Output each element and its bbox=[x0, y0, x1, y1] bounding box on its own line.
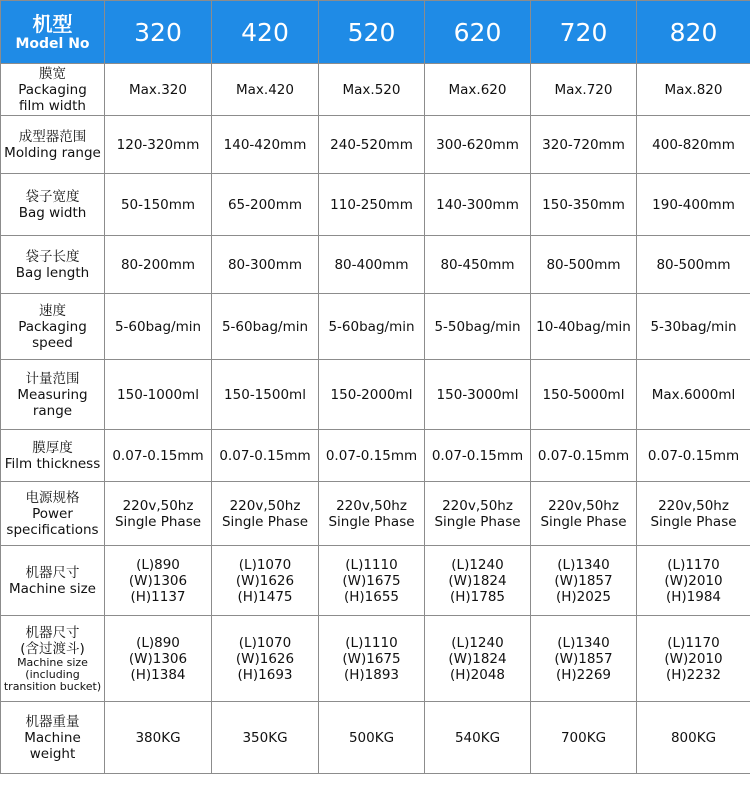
cell-value: Single Phase bbox=[434, 513, 521, 530]
table-cell bbox=[319, 236, 425, 294]
cell-value: 0.07-0.15mm bbox=[325, 447, 418, 464]
table-cell bbox=[212, 116, 319, 174]
table-cell bbox=[531, 236, 637, 294]
row-label bbox=[1, 360, 105, 430]
table-cell bbox=[212, 702, 319, 774]
row-label-line: Packaging bbox=[18, 318, 87, 335]
speed-row bbox=[1, 294, 750, 360]
cell-value: Single Phase bbox=[650, 513, 737, 530]
machine-weight-row bbox=[1, 702, 750, 774]
cell-value: (H)2048 bbox=[449, 666, 506, 683]
cell-value: 220v,50hz bbox=[122, 497, 194, 514]
cell-value: Single Phase bbox=[114, 513, 202, 530]
cell-value: (W)1626 bbox=[235, 650, 295, 667]
cell-value: 80-300mm bbox=[227, 256, 303, 273]
cell-value: Max.520 bbox=[342, 81, 401, 98]
row-label-line: range bbox=[32, 402, 73, 419]
table-cell bbox=[637, 174, 750, 236]
cell-value: (L)1340 bbox=[557, 556, 610, 573]
row-label bbox=[1, 116, 105, 174]
cell-value: 220v,50hz bbox=[336, 497, 407, 514]
row-label-line: 机器尺寸 bbox=[25, 564, 80, 581]
table-cell bbox=[637, 64, 750, 116]
cell-value: (H)1655 bbox=[343, 588, 400, 605]
row-label bbox=[1, 294, 105, 360]
model-no-header bbox=[1, 1, 105, 64]
cell-value: (L)1110 bbox=[345, 634, 398, 651]
cell-value: 220v,50hz bbox=[229, 497, 301, 514]
table-cell bbox=[531, 546, 637, 616]
row-label-line: 成型器范围 bbox=[18, 128, 87, 145]
cell-value: 150-5000ml bbox=[542, 386, 625, 403]
cell-value: 350KG bbox=[242, 729, 288, 746]
row-label-line: 机器尺寸 bbox=[25, 624, 80, 641]
measuring-range-row bbox=[1, 360, 750, 430]
model-820-header: 820 bbox=[637, 1, 750, 64]
model-420-header: 420 bbox=[212, 1, 319, 64]
table-cell bbox=[531, 64, 637, 116]
row-label-line: Power bbox=[32, 505, 73, 522]
table-cell bbox=[531, 430, 637, 482]
film-width-row bbox=[1, 64, 750, 116]
cell-value: (H)1384 bbox=[130, 666, 186, 683]
cell-value: 150-350mm bbox=[542, 196, 625, 213]
table-cell bbox=[105, 616, 212, 702]
row-label bbox=[1, 430, 105, 482]
table-cell bbox=[319, 616, 425, 702]
cell-value: (W)2010 bbox=[664, 650, 723, 667]
row-label-line: 膜宽 bbox=[39, 65, 66, 82]
cell-value: 80-400mm bbox=[334, 256, 409, 273]
cell-value: (W)1306 bbox=[128, 572, 188, 589]
table-cell bbox=[637, 294, 750, 360]
table-cell bbox=[105, 236, 212, 294]
row-label bbox=[1, 236, 105, 294]
cell-value: 150-1500ml bbox=[224, 386, 306, 403]
cell-value: (H)2025 bbox=[555, 588, 612, 605]
table-cell bbox=[105, 546, 212, 616]
cell-value: 0.07-0.15mm bbox=[112, 447, 204, 464]
cell-value: Single Phase bbox=[540, 513, 627, 530]
model-label-zh: 机型 bbox=[32, 12, 73, 36]
table-cell bbox=[212, 294, 319, 360]
cell-value: (W)1857 bbox=[554, 650, 613, 667]
cell-value: Max.720 bbox=[554, 81, 613, 98]
cell-value: (W)1857 bbox=[554, 572, 613, 589]
table-cell bbox=[425, 294, 531, 360]
table-cell bbox=[425, 236, 531, 294]
machine-size-with-bucket-row bbox=[1, 616, 750, 702]
row-label-line: 电源规格 bbox=[25, 489, 80, 506]
row-label-line: 袋子宽度 bbox=[25, 188, 80, 205]
cell-value: (L)1070 bbox=[238, 634, 292, 651]
cell-value: (L)1240 bbox=[451, 556, 504, 573]
cell-value: (H)1893 bbox=[343, 666, 400, 683]
cell-value: 220v,50hz bbox=[548, 497, 619, 514]
table-cell bbox=[212, 430, 319, 482]
cell-value: 5-60bag/min bbox=[114, 318, 202, 335]
spec-table-body bbox=[1, 64, 750, 774]
cell-value: 320-720mm bbox=[542, 136, 625, 153]
cell-value: Single Phase bbox=[221, 513, 309, 530]
table-cell bbox=[105, 294, 212, 360]
cell-value: 400-820mm bbox=[652, 136, 735, 153]
cell-value: (L)1340 bbox=[557, 634, 610, 651]
cell-value: (L)1110 bbox=[345, 556, 398, 573]
cell-value: 800KG bbox=[670, 729, 717, 746]
table-cell bbox=[425, 546, 531, 616]
cell-value: (W)1824 bbox=[448, 572, 507, 589]
table-cell bbox=[531, 116, 637, 174]
cell-value: 300-620mm bbox=[436, 136, 519, 153]
power-row bbox=[1, 482, 750, 546]
cell-value: 150-1000ml bbox=[117, 386, 199, 403]
cell-value: 150-2000ml bbox=[330, 386, 413, 403]
bag-width-row bbox=[1, 174, 750, 236]
model-label-en: Model No bbox=[15, 36, 90, 52]
table-cell bbox=[319, 64, 425, 116]
cell-value: (L)890 bbox=[136, 634, 180, 651]
cell-value: 240-520mm bbox=[330, 136, 413, 153]
cell-value: Max.820 bbox=[664, 81, 723, 98]
bag-length-row bbox=[1, 236, 750, 294]
cell-value: Max.320 bbox=[129, 81, 187, 98]
row-label-line: Machine bbox=[24, 729, 81, 746]
table-cell bbox=[425, 174, 531, 236]
cell-value: 140-420mm bbox=[223, 136, 307, 153]
model-720-header: 720 bbox=[531, 1, 637, 64]
model-320-header: 320 bbox=[105, 1, 212, 64]
row-label-line: speed bbox=[32, 334, 73, 351]
table-cell bbox=[105, 702, 212, 774]
cell-value: (H)2269 bbox=[555, 666, 612, 683]
table-cell bbox=[212, 546, 319, 616]
table-cell bbox=[319, 546, 425, 616]
cell-value: 540KG bbox=[454, 729, 501, 746]
row-label-line: 计量范围 bbox=[25, 370, 80, 387]
row-label-line: Measuring bbox=[17, 386, 88, 403]
table-cell bbox=[105, 430, 212, 482]
model-520-header: 520 bbox=[319, 1, 425, 64]
cell-value: Max.620 bbox=[448, 81, 507, 98]
cell-value: 65-200mm bbox=[227, 196, 303, 213]
cell-value: (W)1626 bbox=[235, 572, 295, 589]
machine-size-row bbox=[1, 546, 750, 616]
cell-value: 220v,50hz bbox=[442, 497, 513, 514]
cell-value: 50-150mm bbox=[120, 196, 196, 213]
row-label-line: Film thickness bbox=[4, 455, 101, 472]
cell-value: 80-500mm bbox=[656, 256, 731, 273]
row-label bbox=[1, 174, 105, 236]
cell-value: (L)1170 bbox=[667, 634, 720, 651]
table-cell bbox=[105, 116, 212, 174]
row-label bbox=[1, 616, 105, 702]
table-cell bbox=[212, 236, 319, 294]
cell-value: (L)1070 bbox=[238, 556, 292, 573]
cell-value: 0.07-0.15mm bbox=[431, 447, 524, 464]
table-cell bbox=[319, 430, 425, 482]
row-label bbox=[1, 482, 105, 546]
cell-value: (H)1984 bbox=[665, 588, 722, 605]
table-cell bbox=[531, 616, 637, 702]
table-cell bbox=[637, 360, 750, 430]
cell-value: 110-250mm bbox=[330, 196, 413, 213]
row-label-line: transition bucket) bbox=[3, 679, 102, 693]
table-cell bbox=[637, 702, 750, 774]
cell-value: 220v,50hz bbox=[658, 497, 729, 514]
row-label-line: Machine size bbox=[9, 580, 96, 597]
table-cell bbox=[319, 174, 425, 236]
table-cell bbox=[105, 360, 212, 430]
cell-value: (W)1824 bbox=[448, 650, 507, 667]
table-cell bbox=[637, 236, 750, 294]
row-label-line: Machine size bbox=[17, 655, 88, 669]
cell-value: (W)2010 bbox=[664, 572, 723, 589]
table-cell bbox=[531, 482, 637, 546]
cell-value: 5-30bag/min bbox=[650, 318, 737, 335]
table-cell bbox=[637, 616, 750, 702]
cell-value: 700KG bbox=[560, 729, 607, 746]
row-label-line: 机器重量 bbox=[25, 713, 80, 730]
cell-value: 380KG bbox=[135, 729, 181, 746]
row-label bbox=[1, 64, 105, 116]
row-label-line: Molding range bbox=[4, 144, 101, 161]
row-label bbox=[1, 546, 105, 616]
table-cell bbox=[637, 482, 750, 546]
row-label-line: (含过渡斗) bbox=[20, 640, 85, 657]
table-cell bbox=[212, 616, 319, 702]
row-label-line: 速度 bbox=[39, 302, 66, 319]
cell-value: Single Phase bbox=[328, 513, 415, 530]
table-cell bbox=[425, 116, 531, 174]
row-label-line: 袋子长度 bbox=[25, 248, 80, 265]
table-cell bbox=[531, 294, 637, 360]
table-cell bbox=[212, 174, 319, 236]
table-cell bbox=[319, 294, 425, 360]
cell-value: 0.07-0.15mm bbox=[219, 447, 311, 464]
header-row bbox=[1, 1, 750, 64]
cell-value: 80-500mm bbox=[546, 256, 621, 273]
cell-value: 0.07-0.15mm bbox=[647, 447, 740, 464]
table-cell bbox=[531, 702, 637, 774]
row-label-line: film width bbox=[19, 97, 86, 114]
cell-value: (L)1240 bbox=[451, 634, 504, 651]
cell-value: (W)1306 bbox=[128, 650, 188, 667]
table-cell bbox=[319, 702, 425, 774]
cell-value: (L)1170 bbox=[667, 556, 720, 573]
cell-value: 500KG bbox=[348, 729, 395, 746]
cell-value: (H)1693 bbox=[237, 666, 293, 683]
table-cell bbox=[425, 482, 531, 546]
row-label-line: Packaging bbox=[18, 81, 87, 98]
table-cell bbox=[425, 430, 531, 482]
table-cell bbox=[425, 64, 531, 116]
model-620-header: 620 bbox=[425, 1, 531, 64]
cell-value: (W)1675 bbox=[342, 650, 401, 667]
cell-value: 150-3000ml bbox=[436, 386, 519, 403]
table-cell bbox=[319, 116, 425, 174]
cell-value: (H)2232 bbox=[665, 666, 722, 683]
cell-value: 120-320mm bbox=[116, 136, 200, 153]
table-cell bbox=[531, 360, 637, 430]
row-label-line: Bag length bbox=[15, 264, 90, 281]
table-cell bbox=[637, 430, 750, 482]
table-cell bbox=[319, 360, 425, 430]
cell-value: (L)890 bbox=[136, 556, 180, 573]
cell-value: 5-50bag/min bbox=[434, 318, 521, 335]
table-cell bbox=[637, 116, 750, 174]
cell-value: (H)1785 bbox=[449, 588, 506, 605]
row-label-line: specifications bbox=[6, 521, 99, 538]
cell-value: 80-200mm bbox=[120, 256, 196, 273]
row-label-line: (including bbox=[25, 667, 80, 681]
table-cell bbox=[531, 174, 637, 236]
cell-value: 0.07-0.15mm bbox=[537, 447, 630, 464]
film-thickness-row bbox=[1, 430, 750, 482]
table-cell bbox=[212, 482, 319, 546]
row-label-line: weight bbox=[29, 745, 76, 762]
table-cell bbox=[105, 64, 212, 116]
cell-value: (H)1137 bbox=[130, 588, 186, 605]
cell-value: 190-400mm bbox=[652, 196, 735, 213]
table-cell bbox=[105, 482, 212, 546]
cell-value: Max.6000ml bbox=[651, 386, 736, 403]
row-label bbox=[1, 702, 105, 774]
cell-value: (H)1475 bbox=[237, 588, 293, 605]
row-label-line: Bag width bbox=[18, 204, 87, 221]
cell-value: 5-60bag/min bbox=[221, 318, 309, 335]
table-cell bbox=[319, 482, 425, 546]
table-cell bbox=[212, 64, 319, 116]
cell-value: 10-40bag/min bbox=[536, 318, 631, 335]
table-cell bbox=[425, 360, 531, 430]
cell-value: Max.420 bbox=[236, 81, 294, 98]
row-label-line: 膜厚度 bbox=[32, 439, 73, 456]
table-cell bbox=[425, 616, 531, 702]
table-cell bbox=[637, 546, 750, 616]
table-cell bbox=[105, 174, 212, 236]
table-cell bbox=[425, 702, 531, 774]
molding-range-row bbox=[1, 116, 750, 174]
table-cell bbox=[212, 360, 319, 430]
cell-value: 80-450mm bbox=[440, 256, 515, 273]
cell-value: 140-300mm bbox=[436, 196, 519, 213]
cell-value: 5-60bag/min bbox=[328, 318, 415, 335]
cell-value: (W)1675 bbox=[342, 572, 401, 589]
